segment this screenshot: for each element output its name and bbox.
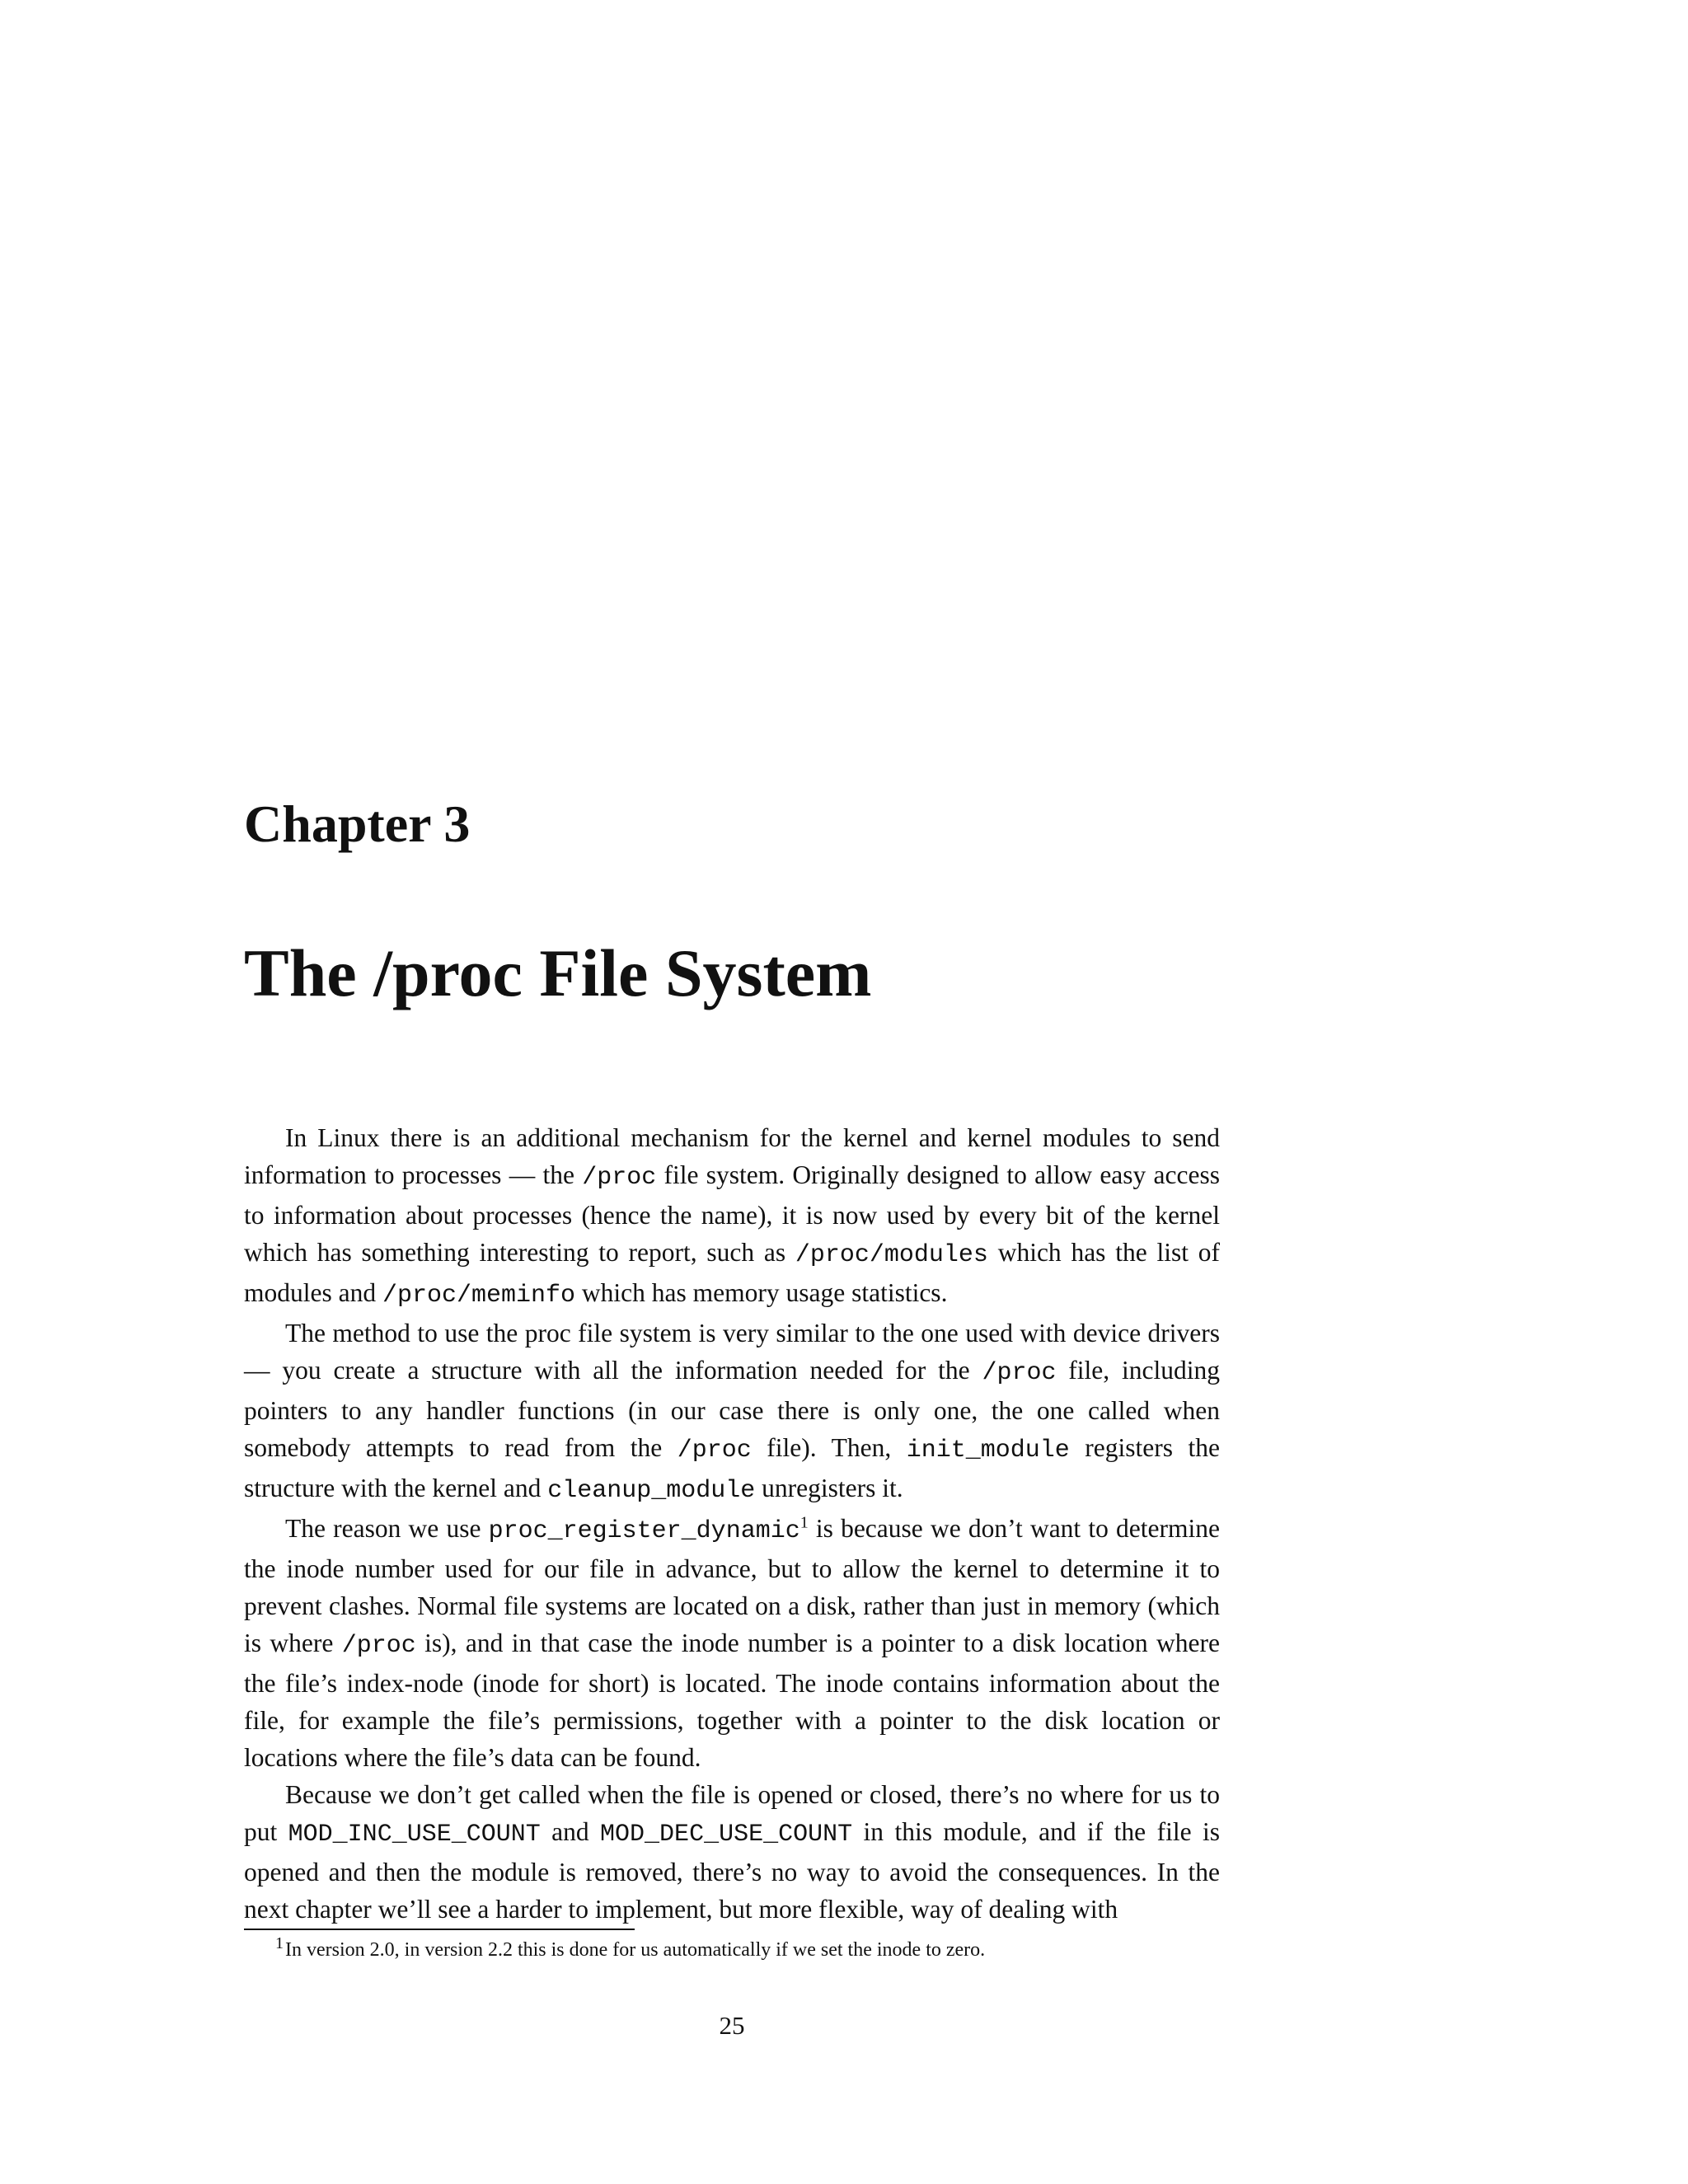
footnote-reference[interactable]: 1: [799, 1513, 809, 1532]
code-mod-dec-use-count: MOD_DEC_USE_COUNT: [600, 1821, 853, 1849]
paragraph-4-text-3: in this module, and if the file is opened and then the module is removed, there’s no way to avoid the consequences. In the next chapter we’ll see a harder to implement, but more flexible, way of dealing with: [244, 1817, 1220, 1924]
code-proc: /proc: [677, 1436, 752, 1465]
code-proc-modules: /proc/modules: [795, 1241, 988, 1269]
footnote-text: In version 2.0, in version 2.2 this is done for us automatically if we set the inode to zero.: [285, 1939, 986, 1961]
code-proc: /proc: [982, 1359, 1057, 1387]
code-proc-meminfo: /proc/meminfo: [382, 1282, 576, 1310]
page-number: 25: [719, 2011, 745, 2040]
paragraph-4: [244, 1776, 1220, 1928]
code-proc-register-dynamic: proc_register_dynamic: [488, 1517, 800, 1545]
paragraph-2-text-5: unregisters it.: [755, 1474, 903, 1502]
paragraph-2-text-2: file, including pointers to any handler functions (in our case there is only one, the one called when somebody attempts to read from the: [244, 1356, 1220, 1462]
paragraph-2-text-3: file). Then,: [751, 1433, 907, 1462]
footnote: [275, 1934, 1182, 1963]
paragraph-1: [244, 1119, 1220, 1315]
paragraph-1-text-4: which has memory usage statistics.: [575, 1278, 948, 1307]
paragraph-1-text-3: which has the list of modules and: [244, 1238, 1220, 1307]
paragraph-2-text-4: registers the structure with the kernel and: [244, 1433, 1221, 1502]
paragraph-2: [244, 1315, 1220, 1510]
code-proc: /proc: [582, 1164, 657, 1192]
paragraph-3-text-1: The reason we use: [285, 1514, 489, 1543]
paragraph-4-text-1: Because we don’t get called when the file is opened or closed, there’s no where for us to put: [244, 1780, 1220, 1846]
paragraph-3: [244, 1510, 1220, 1776]
footnote-divider: [244, 1929, 635, 1930]
paragraph-1-text-2: file system. Originally designed to allow easy access to information about processes (hence the name), it is now used by every bit of the kernel which has something interesting to report, such as: [244, 1160, 1220, 1267]
paragraph-3-text-3: is), and in that case the inode number is a pointer to a disk location where the file’s index-node (inode for short) is located. The inode contains information about the file, for example the file’s permissions, together with a pointer to the disk location or locations where the file’s data can be found.: [244, 1629, 1220, 1772]
code-mod-inc-use-count: MOD_INC_USE_COUNT: [288, 1821, 541, 1849]
paragraph-1-text-1: In Linux there is an additional mechanism for the kernel and kernel modules to send information to processes — the: [244, 1123, 1220, 1189]
paragraph-4-text-2: and: [540, 1817, 601, 1846]
code-init-module: init_module: [906, 1436, 1070, 1465]
body-text: [244, 1119, 1220, 1928]
code-proc: /proc: [341, 1632, 416, 1660]
footnote-marker: 1: [275, 1934, 284, 1952]
code-cleanup-module: cleanup_module: [547, 1477, 756, 1505]
paragraph-2-text-1: The method to use the proc file system is very similar to the one used with device drivers — you create a structure with all the information needed for the: [244, 1319, 1220, 1385]
paragraph-3-text-2: is because we don’t want to determine the inode number used for our file in advance, but to allow the kernel to determine it to prevent clashes. Normal file systems are located on a disk, rather than just in memory (which is where: [244, 1514, 1220, 1657]
chapter-title: The /proc File System: [244, 935, 872, 1010]
chapter-label: Chapter 3: [244, 794, 471, 853]
